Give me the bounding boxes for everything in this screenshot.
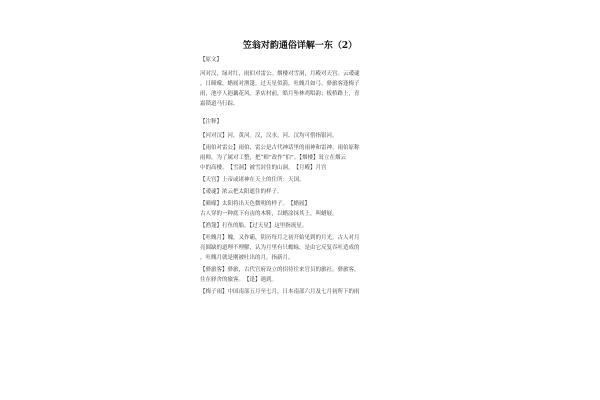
note-line: 【驿旅客】驿旅，古代官府设立的招待往来官员的旅社。驿旅客，	[200, 267, 360, 273]
note-line: 【梅子雨】中国南部五月至七月，日本南部六月及七月初所下的雨	[200, 289, 360, 295]
note-entry	[200, 265, 412, 285]
original-line: 霜锁道马行踪。	[200, 101, 239, 107]
note-line: 古人穿的一种底下有齿的木鞋，以蜡涂抹其上，叫蜡屐。	[200, 211, 338, 217]
note-line: 雨师，为了属对工整，把“师”改作“伯”。【烟楼】耸立在烟云	[200, 155, 346, 161]
note-line: 【吐魄月】魄，又作霸，阴历每月之初开始见到的月光。古人对月	[200, 235, 360, 241]
note-line: 亮圆缺的道理不理解，认为月里有只蟾蜍，是由它反复吞吐造成的	[200, 245, 360, 251]
original-line: 雨，池亭人挹藕花风。茅店村前，皓月坠林鸡唱韵；板桥路上，青	[200, 91, 360, 97]
original-line: ，日曈曚，蜡屐对渔篷。过天星似箭，吐魄月如弓。驿旅客逢梅子	[200, 81, 360, 87]
note-line: 【河对汉】河，黄河。汉，汉水。河、汉均可借指银河。	[200, 133, 338, 139]
note-entry	[200, 233, 412, 263]
note-line: 【天宫】上帝或诸神在天上的住所：天国。	[200, 177, 305, 183]
note-entry	[200, 187, 412, 197]
note-line: 住在驿舍的旅客。 【逢】遇到。	[200, 277, 278, 283]
note-line: ，吐魄月就是刚被吐出的月，指新月。	[200, 255, 294, 261]
document-body	[200, 55, 412, 299]
note-line: 【渔篷】打鱼的船。【过天星】这里指流星。	[200, 223, 308, 229]
note-line: 【雨伯对雷公】雨伯、雷公是古代神话里的雨神和雷神。雨伯原称	[200, 145, 360, 151]
note-line: 【叆叇】浓云把太阳遮住的样子。	[200, 189, 283, 195]
section-heading-original: 【原文】	[200, 57, 223, 63]
section-heading-notes: 【注释】	[200, 119, 223, 125]
note-line: 中的高楼。 【雪洞】被雪封住的山洞。 【月殿】月宫	[200, 165, 327, 171]
note-entry	[200, 143, 412, 173]
note-entry	[200, 199, 412, 219]
note-entry	[200, 221, 412, 231]
note-entry	[200, 131, 412, 141]
document-title: 笠翁对韵通俗详解一东（2）	[242, 41, 358, 51]
note-entry	[200, 287, 412, 297]
original-line: 河对汉，绿对红，雨伯对雷公。烟楼对雪洞，月殿对天宫。云叆叇	[200, 71, 360, 77]
original-text	[200, 69, 412, 109]
note-entry	[200, 175, 412, 185]
note-line: 【曈曚】太阳将出天色微明的样子。 【蜡屐】	[200, 201, 311, 207]
